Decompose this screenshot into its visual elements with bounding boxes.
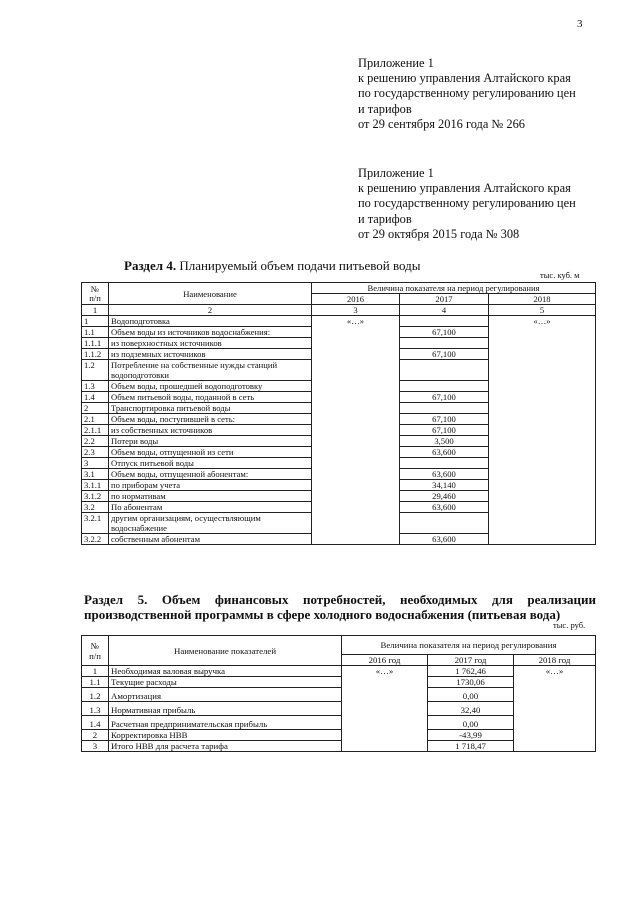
col-header-2018: 2018 год	[514, 655, 596, 666]
row-number: 1.2	[82, 360, 109, 381]
col-header-2018: 2018	[489, 294, 596, 305]
appendix-line: от 29 октября 2015 года № 308	[358, 226, 520, 241]
row-number: 1	[82, 316, 109, 327]
row-number: 1.1	[82, 677, 109, 688]
appendix-line: по государственному регулированию цен	[358, 196, 576, 211]
col-header-2017: 2017 год	[428, 655, 514, 666]
value-2017: 67,100	[400, 327, 489, 338]
value-2017: 34,140	[400, 480, 489, 491]
row-name: Нормативная прибыль	[109, 702, 342, 716]
table-row	[82, 666, 596, 677]
row-number: 2.1	[82, 414, 109, 425]
table-row	[82, 316, 596, 327]
appendix-block-current	[358, 56, 576, 132]
row-number: 1.3	[82, 381, 109, 392]
page-number: 3	[577, 18, 583, 30]
row-number: 2.3	[82, 447, 109, 458]
section4-unit: тыс. куб. м	[540, 270, 580, 280]
value-2017: 63,600	[400, 469, 489, 480]
section5-table	[81, 635, 596, 752]
value-2017	[400, 360, 489, 381]
col-header-num: № п/п	[82, 636, 109, 666]
value-2017	[400, 403, 489, 414]
section5-title	[84, 592, 596, 622]
row-number: 3.1	[82, 469, 109, 480]
col-header-name: Наименование показателей	[109, 636, 342, 666]
appendix-line: и тарифов	[358, 211, 412, 226]
row-name: по приборам учета	[109, 480, 312, 491]
value-2017: 1730,06	[428, 677, 514, 688]
row-name: Потребление на собственные нужды станций водоподготовки	[109, 360, 312, 381]
row-name: собственным абонентам	[109, 534, 312, 545]
col-number: 2	[109, 305, 312, 316]
row-name: Объем воды, поступившей в сеть:	[109, 414, 312, 425]
row-number: 3.2.2	[82, 534, 109, 545]
value-2018-merged: «…»	[514, 666, 596, 752]
row-number: 2.2	[82, 436, 109, 447]
value-2017: 0,00	[428, 716, 514, 730]
value-2017	[400, 338, 489, 349]
row-number: 2	[82, 730, 109, 741]
section4-table	[81, 282, 596, 545]
row-number: 2	[82, 403, 109, 414]
row-name: Текущие расходы	[109, 677, 342, 688]
row-name: из собственных источников	[109, 425, 312, 436]
row-number: 1.1.1	[82, 338, 109, 349]
row-number: 1.3	[82, 702, 109, 716]
value-2017: 0,00	[428, 688, 514, 702]
row-name: Транспортировка питьевой воды	[109, 403, 312, 414]
col-header-2016: 2016 год	[342, 655, 428, 666]
col-number: 1	[82, 305, 109, 316]
row-name: из поверхностных источников	[109, 338, 312, 349]
value-2017: 67,100	[400, 414, 489, 425]
row-number: 3	[82, 458, 109, 469]
value-2017: -43,99	[428, 730, 514, 741]
row-name: Расчетная предпринимательская прибыль	[109, 716, 342, 730]
value-2017: 63,600	[400, 502, 489, 513]
row-name: Потери воды	[109, 436, 312, 447]
value-2017: 3,500	[400, 436, 489, 447]
row-name: Объем питьевой воды, поданной в сеть	[109, 392, 312, 403]
row-number: 3.2	[82, 502, 109, 513]
row-number: 1.1.2	[82, 349, 109, 360]
row-name: Объем воды из источников водоснабжения:	[109, 327, 312, 338]
value-2017: 63,600	[400, 534, 489, 545]
col-number: 3	[312, 305, 400, 316]
appendix-line: Приложение 1	[358, 166, 434, 180]
value-2017	[400, 458, 489, 469]
row-number: 3.1.1	[82, 480, 109, 491]
value-2017: 67,100	[400, 392, 489, 403]
value-2017	[400, 316, 489, 327]
row-name: из подземных источников	[109, 349, 312, 360]
section4-title-label: Раздел 4.	[124, 258, 177, 273]
row-number: 3	[82, 741, 109, 752]
appendix-line: по государственному регулированию цен	[358, 86, 576, 101]
value-2017	[400, 381, 489, 392]
row-number: 1.2	[82, 688, 109, 702]
row-name: другим организациям, осуществляющим водоснабжение	[109, 513, 312, 534]
value-2017: 1 718,47	[428, 741, 514, 752]
col-header-2017: 2017	[400, 294, 489, 305]
section5-unit: тыс. руб.	[553, 620, 586, 630]
row-name: Объем воды, прошедшей водоподготовку	[109, 381, 312, 392]
col-header-num: № п/п	[82, 283, 109, 305]
col-number: 4	[400, 305, 489, 316]
row-name: Водоподготовка	[109, 316, 312, 327]
value-2017: 1 762,46	[428, 666, 514, 677]
row-number: 1	[82, 666, 109, 677]
row-name: Необходимая валовая выручка	[109, 666, 342, 677]
value-2017: 67,100	[400, 425, 489, 436]
section5-title-text: Объем финансовых потребностей, необходимых для реализации производственной программы в сфере холодного водоснабжения (питьевая вода)	[84, 592, 596, 622]
col-header-group: Величина показателя на период регулирования	[312, 283, 596, 294]
appendix-line: от 29 сентября 2016 года № 266	[358, 116, 525, 131]
value-2018-merged: «…»	[489, 316, 596, 545]
value-2017: 67,100	[400, 349, 489, 360]
row-number: 3.2.1	[82, 513, 109, 534]
row-name: Амортизация	[109, 688, 342, 702]
appendix-line: Приложение 1	[358, 56, 434, 70]
appendix-line: к решению управления Алтайского края	[358, 181, 571, 196]
appendix-block-previous	[358, 166, 576, 242]
value-2016-merged: «…»	[342, 666, 428, 752]
section4-title-text: Планируемый объем подачи питьевой воды	[176, 258, 421, 273]
value-2017: 32,40	[428, 702, 514, 716]
row-name: по нормативам	[109, 491, 312, 502]
row-number: 3.1.2	[82, 491, 109, 502]
appendix-line: и тарифов	[358, 101, 412, 116]
col-number: 5	[489, 305, 596, 316]
section4-title	[124, 258, 421, 274]
row-number: 1.4	[82, 716, 109, 730]
row-name: Объем воды, отпущенной из сети	[109, 447, 312, 458]
row-name: Корректировка НВВ	[109, 730, 342, 741]
row-number: 2.1.1	[82, 425, 109, 436]
appendix-line: к решению управления Алтайского края	[358, 71, 571, 86]
row-name: По абонентам	[109, 502, 312, 513]
row-number: 1.1	[82, 327, 109, 338]
col-header-2016: 2016	[312, 294, 400, 305]
col-header-name: Наименование	[109, 283, 312, 305]
row-name: Отпуск питьевой воды	[109, 458, 312, 469]
row-name: Итого НВВ для расчета тарифа	[109, 741, 342, 752]
row-number: 1.4	[82, 392, 109, 403]
row-name: Объем воды, отпущенной абонентам:	[109, 469, 312, 480]
value-2017: 29,460	[400, 491, 489, 502]
section5-title-label: Раздел 5.	[84, 592, 148, 607]
value-2017: 63,600	[400, 447, 489, 458]
value-2017	[400, 513, 489, 534]
value-2016-merged: «…»	[312, 316, 400, 545]
col-header-group: Величина показателя на период регулирования	[342, 636, 596, 655]
